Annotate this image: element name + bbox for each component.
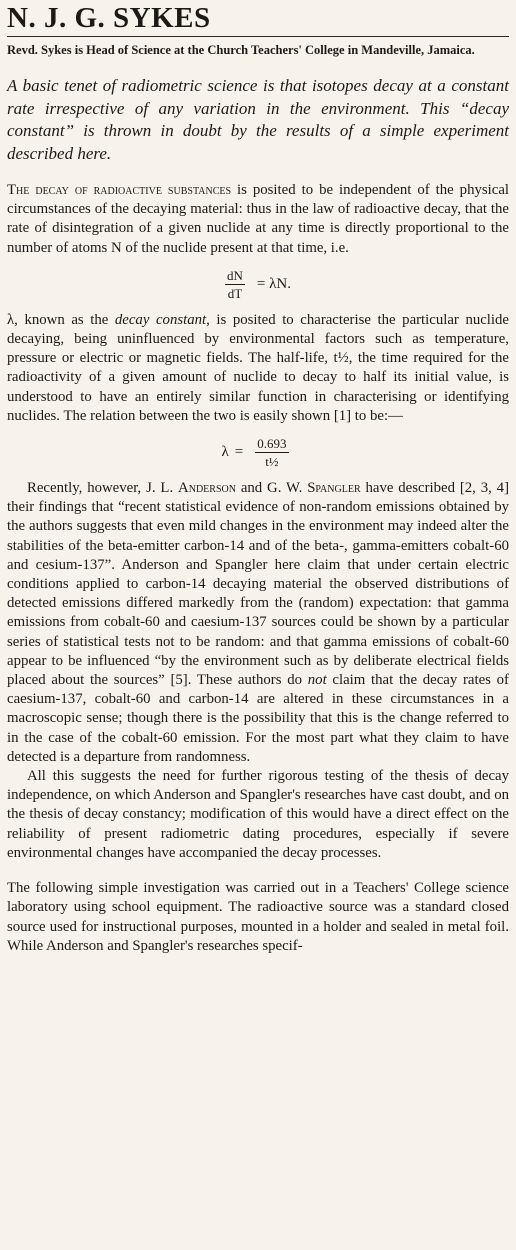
emphasis-text: decay constant, [114,311,210,328]
emphasis-text: not [307,672,327,689]
equation-numerator: 0.693 [257,436,287,452]
equation-decay-law [7,268,509,301]
equation-rhs: = λN. [256,275,291,292]
abstract: A basic tenet of radiometric science is that isotopes decay at a constant rate irrespective of any variation in the environment. This “decay constant” is thrown in doubt by the results of a simple experiment described here. [7,76,509,163]
paragraph-investigation: The following simple investigation was carried out in a Teachers' College science laboratory using school equipment. The radioactive source was a standard closed source used for instructional purposes, mounted in a holder and sealed in metal foil. While Anderson and Spangler's researches specif- [7,880,509,954]
paragraph-decay-constant [7,311,509,426]
equation-lhs: λ [221,444,229,461]
equation-numerator: dN [227,267,243,283]
paragraph-text: λ, known as the [7,311,115,328]
paragraph-intro-text: is posited to be independent of the physical circumstances of the decaying material: thus in the law of radioactive decay, that the rate of disintegration of a given nuclide at any time is directly proportional to the number of atoms N of the nuclide present at that time, i.e. [7,182,509,256]
lead-in-text: The decay of radioactive substances [7,182,232,198]
paragraph-text: and G. W. [235,480,308,497]
paragraph-further-testing: All this suggests the need for further rigorous testing of the thesis of decay independence, on which Anderson and Spangler's researches have cast doubt, and on the thesis of decay constancy; modification of this would have a direct effect on the reliability of present radiometric dating procedures, especially if severe environmental changes have accompanied the decay processes. [7,768,509,861]
paragraph-text: is posited to characterise the particular nuclide decaying, being uninfluenced by environmental factors such as temperature, pressure or electric or magnetic fields. The half-life, t½, the time required for the radioactivity of a given amount of nuclide to decay to half its initial value, is understood to have an entirely similar function in characterising or identifying nuclides. The relation between the two is easily shown [1] to be:— [7,311,509,424]
paragraph-text: claim that the decay rates of caesium-137, cobalt-60 and carbon-14 are altered in these circumstances in a macroscopic sense; though there is the possibility that this is the change referred to in the case of the cobalt-60 emission. For the most part what they claim to have detected is a departure from randomness. [7,672,509,765]
title-rule [7,36,509,37]
author-name-smallcaps: Anderson [178,480,236,497]
paragraph-text: Recently, however, J. L. [27,480,179,497]
paragraph-anderson-spangler [7,479,509,767]
paragraph-text: have described [2, 3, 4] their findings that “recent statistical evidence of non-random emissions obtained by the authors suggests that even mild changes in the environment may indeed alter the stabilities of the beta-emitter carbon-14 and of the beta-, gamma-emitters cobalt-60 and cesium-137”. Anderson and Spangler here claim that under certain electric conditions applied to carbon-14 decaying material the observed distributions of detected emissions differed markedly from the (random) expectation: that gamma emissions from cobalt-60 and caesium-137 sources could be shown by a particular series of statistical tests not to be random: and that gamma emissions of cobalt-60 appear to be influenced “by the environment such as by deliberate electrical fields placed about the sources” [5]. These authors do [7,480,510,689]
author-name-smallcaps: Spangler [307,480,361,497]
equation-fraction [255,436,288,469]
paragraph-intro [7,181,509,258]
equation-denominator: t½ [265,454,279,470]
section-gap [7,863,509,879]
equation-fraction [225,268,245,301]
author-name: N. J. G. SYKES [7,2,211,34]
equation-half-life [7,436,509,469]
equation-equals: = [234,444,244,461]
author-affiliation: Revd. Sykes is Head of Science at the Church Teachers' College in Mandeville, Jamaica. [7,43,475,57]
equation-denominator: dT [227,285,243,301]
